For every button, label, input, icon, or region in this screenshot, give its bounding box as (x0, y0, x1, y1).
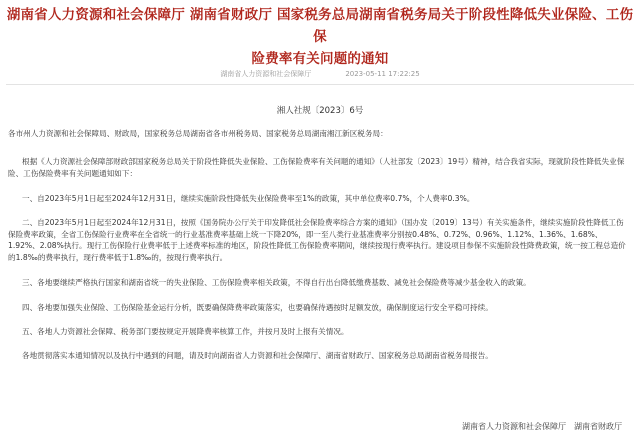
paragraph-item-4: 四、各地要加强失业保险、工伤保险基金运行分析，既要确保降费率政策落实，也要确保待遇按时足额发放，确保制度运行安全平稳可持续。 (22, 303, 493, 313)
title-line-2: 险费率有关问题的通知 (251, 51, 389, 67)
paragraph-item-2: 二、自2023年5月1日起至2024年12月31日，按照《国务院办公厅关于印发降低社会保险费率综合方案的通知》（国办发〔2019〕13号）有关实施条件，继续实施阶段性降低工伤保险费率政策，全省工伤保险行业费率在全省统一的行业基准费率基础上统一下降20%，即一至八类行业基准费率分别按0.48%、0.72%、0.96%、1.12%、1.36%、1.68%、1.92%、2.08%执行。现行工伤保险行业费率低于上述费率标准的地区，阶段性降低工伤保险费率期间，继续按现行费率执行。建设项目参保不实施阶段性降费政策，统一按工程总造价的1.8‰的费率执行，现行费率低于1.8‰的，按现行费率执行。 (8, 217, 626, 263)
divider (6, 84, 634, 85)
document-number: 湘人社规〔2023〕6号 (276, 106, 364, 116)
paragraph-closing: 各地贯彻落实本通知情况以及执行中遇到的问题，请及时向湖南省人力资源和社会保障厅、湖南省财政厅、国家税务总局湖南省税务局报告。 (22, 350, 493, 360)
paragraph-intro: 根据《人力资源社会保障部财政部国家税务总局关于阶段性降低失业保险、工伤保险费率有关问题的通知》（人社部发〔2023〕19号）精神，结合我省实际，现就阶段性降低失业保险、工伤保险费率有关问题通知如下： (8, 156, 625, 178)
article-meta (0, 69, 640, 79)
signature (462, 421, 622, 432)
signature-org-1: 湖南省人力资源和社会保障厅 (462, 422, 566, 431)
document-body (8, 128, 630, 375)
meta-source: 湖南省人力资源和社会保障厅 (220, 70, 312, 78)
signature-org-2: 湖南省财政厅 (574, 422, 622, 431)
page-title (6, 4, 634, 70)
paragraph-item-5: 五、各地人力资源社会保障、税务部门要按规定开展降费率核算工作，并按月及时上报有关情况。 (22, 327, 349, 337)
addressee: 各市州人力资源和社会保障局、财政局，国家税务总局湖南省各市州税务局、国家税务总局湖南湘江新区税务局： (8, 129, 388, 138)
paragraph-item-3: 三、各地要继续严格执行国家和湖南省统一的失业保险、工伤保险费率相关政策，不得自行出台降低缴费基数、减免社会保险费等减少基金收入的政策。 (22, 278, 531, 288)
meta-date: 2023-05-11 17:22:25 (345, 70, 420, 78)
paragraph-item-1: 一、自2023年5月1日起至2024年12月31日，继续实施阶段性降低失业保险费率至1%的政策，其中单位费率0.7%，个人费率0.3%。 (22, 193, 475, 203)
title-line-1: 湖南省人力资源和社会保障厅 湖南省财政厅 国家税务总局湖南省税务局关于阶段性降低失业保险、工伤保 (6, 7, 634, 45)
